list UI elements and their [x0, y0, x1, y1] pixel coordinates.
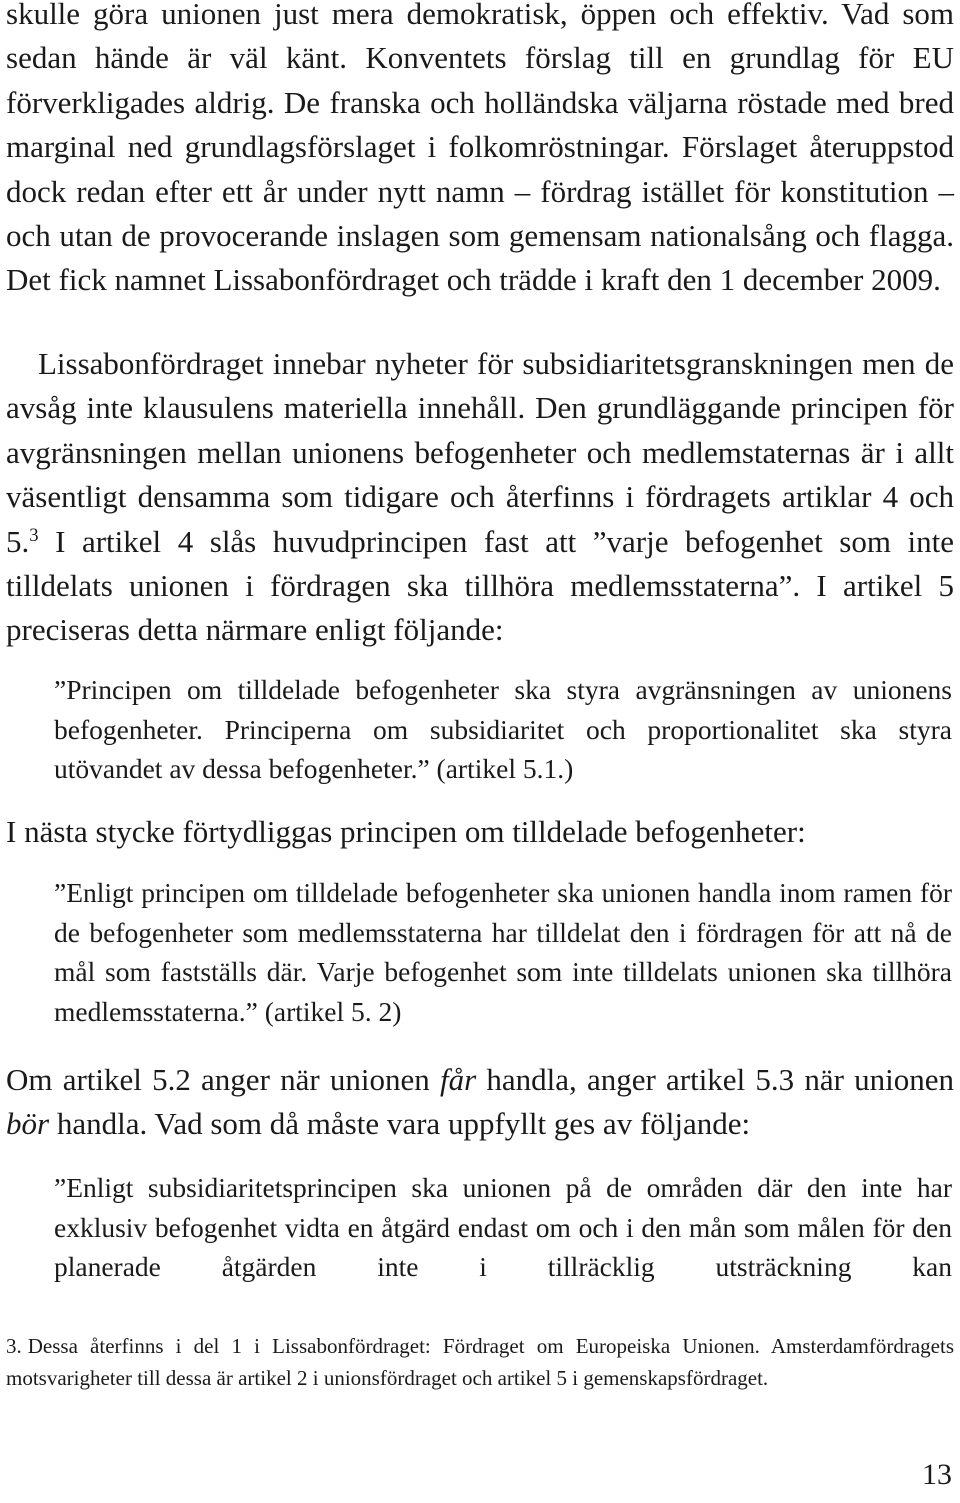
footnote — [6, 1330, 954, 1394]
paragraph-4-text-b: handla, anger artikel 5.3 när unionen — [476, 1062, 954, 1097]
footnote-number: 3. — [6, 1334, 22, 1358]
block-quote-1: ”Principen om tilldelade befogenheter ska styra avgränsningen av unionens befogenheter. Principerna om subsidiaritet och proportionalitet ska styra utövandet av dessa befogenheter.” (artikel 5.1.) — [54, 674, 952, 785]
page-number: 13 — [922, 1458, 952, 1491]
footnote-reference: 3 — [29, 524, 39, 546]
footnote-text: Dessa återfinns i del 1 i Lissabonfördraget: Fördraget om Europeiska Unionen. Amsterdamfördragets motsvarigheter till dessa är artikel 2 i unionsfördraget och artikel 5 i gemenskapsfördraget. — [6, 1334, 954, 1390]
paragraph-4-text-a: Om artikel 5.2 anger när unionen — [6, 1062, 440, 1097]
emphasis-bor: bör — [6, 1106, 50, 1142]
block-quote-2: ”Enligt principen om tilldelade befogenheter ska unionen handla inom ramen för de befogenheter som medlemsstaterna har tilldelat den i fördragen för att nå de mål som fastställs där. Varje befogenhet som inte tilldelats unionen ska tillhöra medlemsstaterna.” (artikel 5. 2) — [54, 877, 952, 1027]
body-paragraph-4 — [6, 1058, 954, 1147]
emphasis-far: får — [439, 1062, 477, 1097]
body-paragraph-1: skulle göra unionen just mera demokratisk, öppen och effektiv. Vad som sedan hände är väl känt. Konventets förslag till en grundlag för EU förverkligades aldrig. De franska och holländska väljarna röstade med bred marginal ned grundlagsförslaget i folkomröstningar. Förslaget återuppstod dock redan efter ett år under nytt namn – fördrag istället för konstitution – och utan de provocerande inslagen som gemensam nationalsång och flagga. Det fick namnet Lissabonfördraget och trädde i kraft den 1 december 2009. — [6, 0, 954, 298]
paragraph-4-text-c: handla. Vad som då måste vara uppfyllt ges av följande: — [49, 1106, 751, 1142]
body-paragraph-2 — [6, 342, 954, 653]
paragraph-2-text-a: Lissabonfördraget innebar nyheter för subsidiaritetsgranskningen men de avsåg inte klausulens materiella innehåll. Den grundläggande principen för avgränsningen mellan unionens befogenheter och medlemstaternas är i allt väsentligt densamma som tidigare och återfinns i fördragets artiklar 4 och 5. — [6, 346, 954, 559]
paragraph-2-text-b: I artikel 4 slås huvudprincipen fast att ”varje befogenhet som inte tilldelats unionen i fördragen ska tillhöra medlemsstaterna”. I artikel 5 preciseras detta närmare enligt följande: — [6, 523, 954, 648]
body-paragraph-3: I nästa stycke förtydliggas principen om tilldelade befogenheter: — [6, 814, 806, 849]
block-quote-3: ”Enligt subsidiaritetsprincipen ska unionen på de områden där den inte har exklusiv befogenhet vidta en åtgärd endast om och i den mån som målen för den planerade åtgärden inte i tillräcklig utsträckning kan — [54, 1172, 952, 1283]
